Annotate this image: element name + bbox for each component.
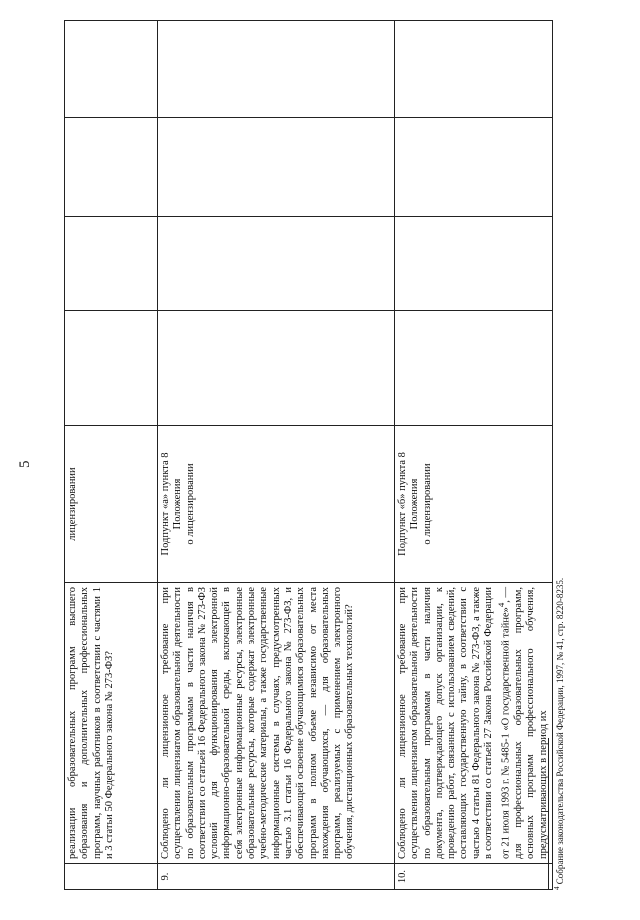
- answer-cell: [158, 311, 395, 426]
- table-row: [65, 21, 158, 890]
- page-number: 5: [17, 460, 33, 468]
- answer-cell: [395, 21, 553, 118]
- legal-reference: лицензировании: [65, 426, 158, 583]
- table-row: [395, 21, 553, 890]
- answer-cell: [65, 21, 158, 118]
- answer-cell: [395, 217, 553, 311]
- answer-cell: [395, 311, 553, 426]
- footnote: [553, 578, 565, 890]
- answer-cell: [158, 217, 395, 311]
- question-text: Соблюдено ли лицензионное требование при осуществлении лицензиатом образовательной деятельности по образовательным программам в части наличия в соответствии со статьей 16 Федерального закона № 273-ФЗ условий для функционирования электронной информационно-образовательной среды, включающей в себя электронные информационные ресурсы, электронные образовательные ресурсы, которые содержат электронные учебно-методические материалы, а также государственные информационные системы в случаях, предусмотренных частью 3.1 статьи 16 Федерального закона № 273-ФЗ, и обеспечивающей освоение обучающимися образовательных программ в полном объеме независимо от места нахождения обучающихся, — для образовательных программ, реализуемых с применением электронного обучения, дистанционных образовательных технологий?: [158, 583, 395, 864]
- answer-cell: [158, 21, 395, 118]
- answer-cell: [395, 118, 553, 217]
- ref-line: Положения: [172, 478, 184, 530]
- question-text: [395, 583, 553, 864]
- answer-cell: [65, 217, 158, 311]
- footnote-number: 4: [553, 886, 561, 890]
- ref-line: Положения: [409, 478, 421, 530]
- checklist-table: [64, 20, 553, 890]
- ref-line: Подпункт «а» пункта 8: [160, 452, 171, 556]
- table-row: [158, 21, 395, 890]
- question-text-tail: , — для профессиональных образовательных программ, основных программ профессионального обучения, предусматривающих в период их: [500, 587, 549, 859]
- row-number: 10.: [395, 864, 553, 890]
- footnote-text: Собрание законодательства Российской Федерации, 1997, № 41, стр. 8220-8235.: [555, 577, 565, 885]
- footnote-marker: 4: [496, 602, 507, 608]
- answer-cell: [65, 118, 158, 217]
- row-number: [65, 864, 158, 890]
- question-text-main: Соблюдено ли лицензионное требование при осуществлении лицензиатом образовательной деятельности по образовательным программам в части наличия документа, подтверждающего допуск организации, к проведению работ, связанных с использованием сведений, составляющих государственную тайну, в соответствии с частью 4 статьи 81 Федерального закона № 273-ФЗ, а также в соответствии со статьей 27 Закона Российской Федерации от 21 июля 1993 г. № 5485-1 «О государственной тайне»: [397, 587, 512, 859]
- answer-cell: [65, 311, 158, 426]
- legal-reference: [158, 426, 395, 583]
- ref-line: о лицензировании: [421, 463, 433, 545]
- ref-line: Подпункт «б» пункта 8: [397, 452, 408, 556]
- row-number: 9.: [158, 864, 395, 890]
- ref-line: о лицензировании: [184, 463, 196, 545]
- footnote-divider: [548, 738, 549, 890]
- question-text: реализации образовательных программ высшего образования и дополнительных профессиональных программ, научных работников в соответствии с частями 1 и 3 статьи 50 Федерального закона № 273-ФЗ?: [65, 583, 158, 864]
- answer-cell: [158, 118, 395, 217]
- legal-reference: [395, 426, 553, 583]
